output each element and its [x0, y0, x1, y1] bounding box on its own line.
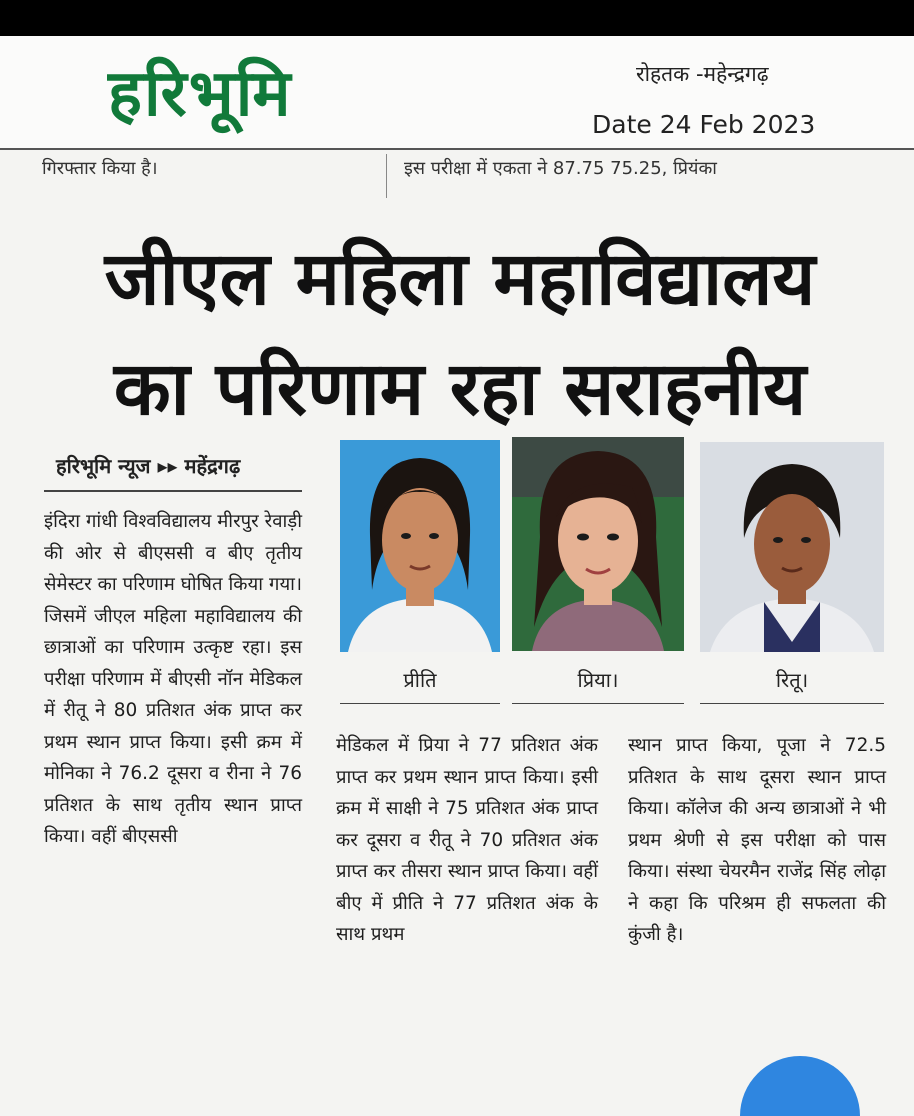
article-column-1: इंदिरा गांधी विश्वविद्यालय मीरपुर रेवाड़ी की ओर से बीएससी व बीए तृतीय सेमेस्टर का परिणाम घोषित किया गया। जिसमें जीएल महिला महाविद्यालय की छात्राओं का परिणाम उत्कृष्ट रहा। इस परीक्षा परिणाम में बीएसी नॉन मेडिकल में रीतू ने 80 प्रतिशत अंक प्राप्त कर प्रथम स्थान प्राप्त किया। इसी क्रम में मोनिका ने 76.2 दूसरा व रीना ने 76 प्रतिशत के साथ तृतीय स्थान प्राप्त किया। वहीं बीएससी	[44, 511, 302, 847]
portrait-preeti	[340, 440, 500, 652]
newspaper-logo: हरिभूमि	[108, 57, 293, 131]
publication-date: Date 24 Feb 2023	[592, 110, 816, 139]
edition-label: रोहतक -महेन्द्रगढ़	[636, 62, 769, 86]
article-column-2: मेडिकल में प्रिया ने 77 प्रतिशत अंक प्राप्त कर प्रथम स्थान प्राप्त किया। इसी क्रम में साक्षी ने 75 प्रतिशत अंक प्राप्त कर दूसरा व रीतू ने 70 प्रतिशत अंक प्राप्त कर तीसरा स्थान प्राप्त किया। वहीं बीए में प्रीति ने 77 प्रतिशत अंक के साथ प्रथम	[336, 735, 598, 945]
photo-priya	[512, 437, 684, 651]
headline-line-2: का परिणाम रहा सराहनीय	[113, 346, 807, 432]
byline: हरिभूमि न्यूज ▸▸ महेंद्रगढ़	[56, 454, 241, 478]
photo-preeti	[340, 440, 500, 652]
floating-action-button[interactable]	[740, 1056, 860, 1116]
caption-priya: प्रिया।	[577, 668, 619, 692]
top-black-bar	[0, 0, 914, 36]
byline-rule	[44, 490, 302, 492]
column-separator	[386, 154, 387, 198]
article-column-3: स्थान प्राप्त किया, पूजा ने 72.5 प्रतिशत के साथ दूसरा स्थान प्राप्त किया। कॉलेज की अन्य छात्राओं ने भी प्रथम श्रेणी से इस परीक्षा को पास किया। संस्था चेयरमैन राजेंद्र सिंह लोढ़ा ने कहा कि परिश्रम ही सफलता की कुंजी है।	[628, 735, 886, 945]
masthead-divider	[0, 148, 914, 150]
photo-ritu	[700, 442, 884, 652]
caption-rule	[700, 703, 884, 704]
caption-preeti: प्रीति	[403, 668, 437, 692]
headline-line-1: जीएल महिला महाविद्यालय	[104, 236, 816, 322]
caption-ritu: रितू।	[775, 668, 809, 692]
previous-story-left: गिरफ्तार किया है।	[42, 158, 158, 179]
previous-story-right: इस परीक्षा में एकता ने 87.75 75.25, प्रियंका	[404, 158, 717, 179]
portrait-priya	[512, 437, 684, 651]
portrait-ritu	[700, 442, 884, 652]
caption-rule	[512, 703, 684, 704]
caption-rule	[340, 703, 500, 704]
